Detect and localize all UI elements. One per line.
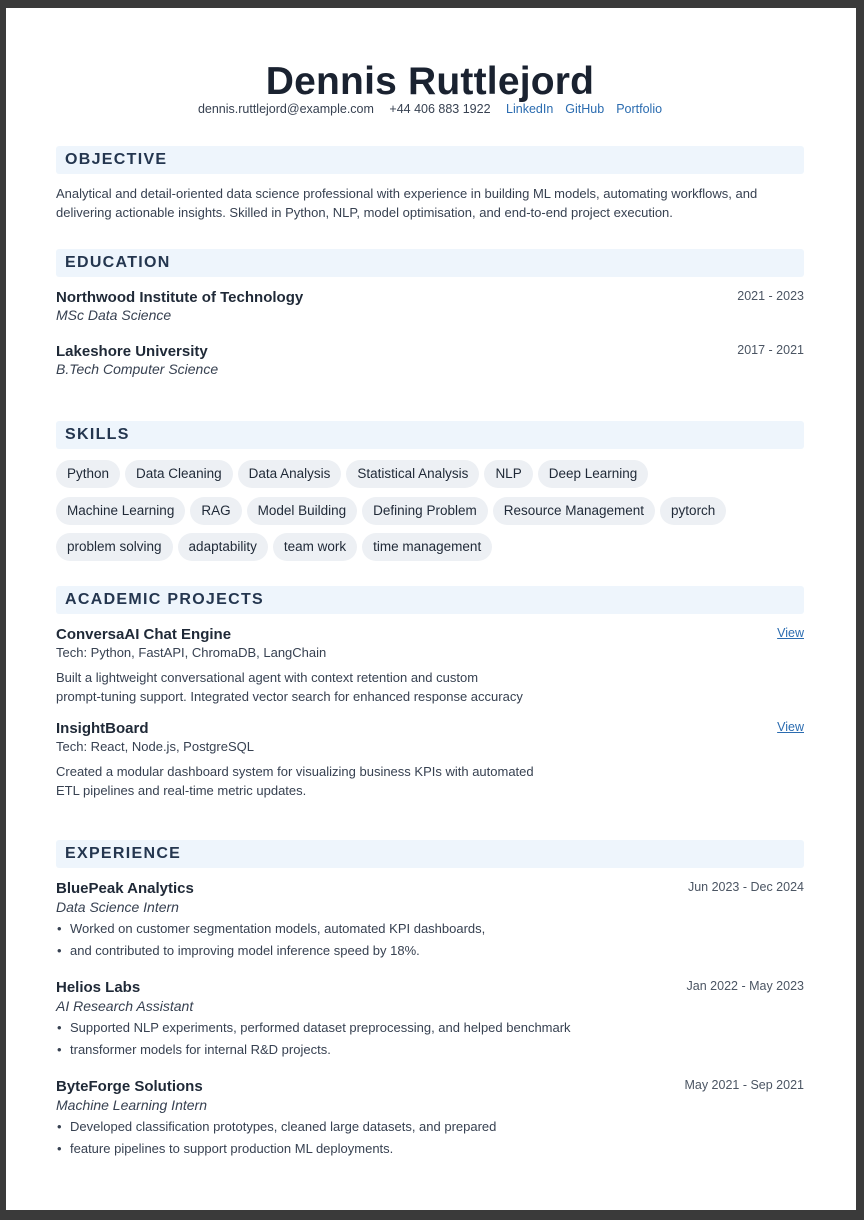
project-tech: Tech: Python, FastAPI, ChromaDB, LangChain — [56, 645, 327, 660]
skill-chip: NLP — [484, 460, 532, 488]
project-view-link[interactable]: View — [777, 720, 804, 734]
experience-role: Data Science Intern — [56, 899, 179, 915]
experience-role: AI Research Assistant — [56, 998, 194, 1014]
experience-bullet: • Worked on customer segmentation models, automated KPI dashboards, — [56, 918, 804, 940]
skill-chip: Machine Learning — [56, 497, 185, 525]
skill-chip: team work — [273, 533, 357, 561]
experience-dates: Jun 2023 - Dec 2024 — [687, 880, 804, 894]
education-degree: MSc Data Science — [56, 307, 172, 323]
education-school: Northwood Institute of Technology — [56, 289, 304, 306]
skill-chip: Deep Learning — [538, 460, 649, 488]
skill-chip: time management — [362, 533, 492, 561]
skill-chip: Data Cleaning — [125, 460, 233, 488]
skill-chip: Model Building — [247, 497, 358, 525]
project-title: InsightBoard — [56, 720, 149, 737]
project-description — [56, 762, 804, 800]
experience-bullet: • Developed classification prototypes, cleaned large datasets, and prepared — [56, 1116, 804, 1138]
skill-chip: Resource Management — [493, 497, 655, 525]
experience-bullet: • transformer models for internal R&D projects. — [56, 1039, 804, 1061]
education-school: Lakeshore University — [56, 343, 208, 360]
skill-chip: Statistical Analysis — [346, 460, 479, 488]
project-tech: Tech: React, Node.js, PostgreSQL — [56, 739, 254, 754]
experience-company: BluePeak Analytics — [56, 880, 194, 897]
experience-dates: Jan 2022 - May 2023 — [686, 979, 804, 993]
education-dates: 2021 - 2023 — [737, 289, 804, 303]
objective-text — [56, 184, 804, 222]
objective-line: Analytical and detail-oriented data science professional with experience in building ML models, automating workflows, and — [56, 186, 758, 201]
contact-line — [56, 101, 804, 117]
linkedin-link[interactable]: LinkedIn — [506, 102, 554, 116]
education-dates: 2017 - 2021 — [737, 343, 804, 357]
skill-chip: Defining Problem — [362, 497, 488, 525]
experience-bullets — [56, 1116, 804, 1159]
project-description-line: ETL pipelines and real-time metric updates. — [56, 783, 307, 798]
skill-chip: adaptability — [178, 533, 268, 561]
experience-bullets — [56, 1017, 804, 1060]
objective-heading — [56, 146, 804, 174]
resume-page — [6, 8, 856, 1210]
education-heading-text: EDUCATION — [65, 254, 171, 271]
skill-chip: problem solving — [56, 533, 173, 561]
experience-company: ByteForge Solutions — [56, 1078, 203, 1095]
experience-bullet: • and contributed to improving model inference speed by 18%. — [56, 940, 804, 962]
experience-role: Machine Learning Intern — [56, 1097, 207, 1113]
project-description-line: Created a modular dashboard system for visualizing business KPIs with automated — [56, 764, 534, 779]
experience-bullet: • feature pipelines to support production ML deployments. — [56, 1138, 804, 1160]
experience-heading — [56, 840, 804, 868]
education-heading — [56, 249, 804, 277]
experience-bullet: • Supported NLP experiments, performed dataset preprocessing, and helped benchmark — [56, 1017, 804, 1039]
projects-heading-text: ACADEMIC PROJECTS — [65, 591, 265, 608]
project-description — [56, 668, 804, 706]
project-view-link[interactable]: View — [777, 626, 804, 640]
education-degree: B.Tech Computer Science — [56, 361, 219, 377]
candidate-name: Dennis Ruttlejord — [265, 60, 595, 103]
experience-bullets — [56, 918, 804, 961]
phone-text: +44 406 883 1922 — [389, 102, 491, 116]
projects-heading — [56, 586, 804, 614]
experience-dates: May 2021 - Sep 2021 — [684, 1078, 804, 1092]
skills-list — [56, 460, 804, 570]
portfolio-link[interactable]: Portfolio — [616, 102, 663, 116]
skills-heading — [56, 421, 804, 449]
skill-chip: pytorch — [660, 497, 726, 525]
skills-heading-text: SKILLS — [65, 426, 130, 443]
skill-chip: Data Analysis — [238, 460, 342, 488]
experience-heading-text: EXPERIENCE — [65, 845, 182, 862]
objective-heading-text: OBJECTIVE — [65, 151, 168, 168]
project-title: ConversaAI Chat Engine — [56, 626, 232, 643]
experience-company: Helios Labs — [56, 979, 141, 996]
objective-line: delivering actionable insights. Skilled in Python, NLP, model optimisation, and end-to-end project execution. — [56, 205, 673, 220]
skill-chip: RAG — [190, 497, 241, 525]
project-description-line: prompt-tuning support. Integrated vector search for enhanced response accuracy — [56, 689, 523, 704]
email-text: dennis.ruttlejord@example.com — [197, 102, 374, 116]
skill-chip: Python — [56, 460, 120, 488]
project-description-line: Built a lightweight conversational agent with context retention and custom — [56, 670, 479, 685]
github-link[interactable]: GitHub — [565, 102, 605, 116]
